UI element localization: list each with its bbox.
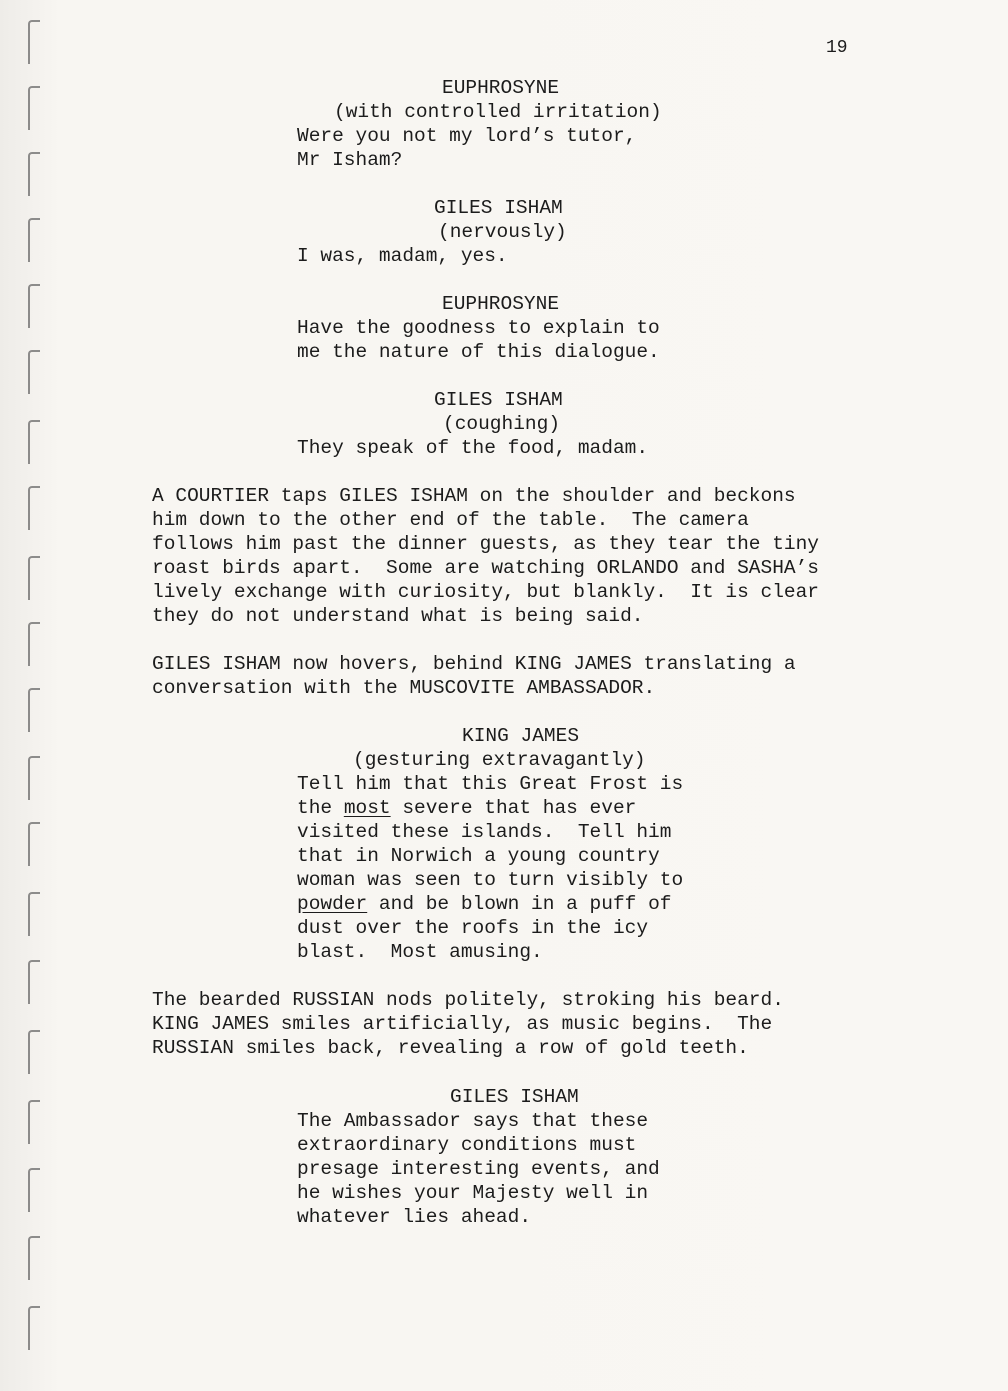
binding-hole xyxy=(28,822,40,866)
binding-hole xyxy=(28,960,40,1004)
binding-hole xyxy=(28,218,40,262)
action-line: conversation with the MUSCOVITE AMBASSADOR. xyxy=(152,677,656,699)
underlined-word: powder xyxy=(297,893,368,915)
dialogue-line: Have the goodness to explain to xyxy=(297,317,660,339)
character-name: KING JAMES xyxy=(462,725,580,747)
action-line: follows him past the dinner guests, as they tear the tiny xyxy=(152,533,820,555)
binding-hole xyxy=(28,556,40,600)
action-line: The bearded RUSSIAN nods politely, stroking his beard. xyxy=(152,989,784,1011)
binding-hole xyxy=(28,1306,40,1350)
dialogue-line: extraordinary conditions must xyxy=(297,1134,637,1156)
dialogue-line: I was, madam, yes. xyxy=(297,245,508,267)
dialogue-line: Mr Isham? xyxy=(297,149,403,171)
binding-hole xyxy=(28,1168,40,1212)
action-line: GILES ISHAM now hovers, behind KING JAMES translating a xyxy=(152,653,796,675)
parenthetical: (coughing) xyxy=(443,413,561,435)
binding-hole xyxy=(28,152,40,196)
dialogue-line: Were you not my lord’s tutor, xyxy=(297,125,637,147)
action-line: KING JAMES smiles artificially, as music begins. The xyxy=(152,1013,773,1035)
parenthetical: (nervously) xyxy=(438,221,567,243)
dialogue-line-with-underline: the most severe that has ever xyxy=(297,797,637,819)
spiral-binding xyxy=(24,20,44,1370)
underlined-word: most xyxy=(343,797,391,819)
binding-hole xyxy=(28,1236,40,1280)
binding-hole xyxy=(28,86,40,130)
binding-hole xyxy=(28,892,40,936)
page-number: 19 xyxy=(826,38,848,58)
dialogue-line: that in Norwich a young country xyxy=(297,845,660,867)
dialogue-line: me the nature of this dialogue. xyxy=(297,341,660,363)
binding-hole xyxy=(28,20,40,64)
dialogue-line: visited these islands. Tell him xyxy=(297,821,672,843)
dialogue-line-with-underline: powder and be blown in a puff of xyxy=(297,893,672,915)
dialogue-line: he wishes your Majesty well in xyxy=(297,1182,649,1204)
character-name: EUPHROSYNE xyxy=(442,77,560,99)
dialogue-line: woman was seen to turn visibly to xyxy=(297,869,684,891)
character-name: GILES ISHAM xyxy=(434,197,563,219)
binding-hole xyxy=(28,284,40,328)
action-line: roast birds apart. Some are watching ORLANDO and SASHA’s xyxy=(152,557,820,579)
dialogue-line: whatever lies ahead. xyxy=(297,1206,532,1228)
dialogue-line: dust over the roofs in the icy xyxy=(297,917,649,939)
binding-hole xyxy=(28,1030,40,1074)
binding-hole xyxy=(28,486,40,530)
action-line: lively exchange with curiosity, but blankly. It is clear xyxy=(152,581,820,603)
action-line: they do not understand what is being said. xyxy=(152,605,644,627)
dialogue-line: They speak of the food, madam. xyxy=(297,437,649,459)
binding-hole xyxy=(28,622,40,666)
character-name: GILES ISHAM xyxy=(450,1086,579,1108)
binding-hole xyxy=(28,1100,40,1144)
dialogue-line: blast. Most amusing. xyxy=(297,941,543,963)
dialogue-line: Tell him that this Great Frost is xyxy=(297,773,684,795)
action-line: RUSSIAN smiles back, revealing a row of gold teeth. xyxy=(152,1037,749,1059)
binding-hole xyxy=(28,420,40,464)
parenthetical: (with controlled irritation) xyxy=(334,101,662,123)
dialogue-line: presage interesting events, and xyxy=(297,1158,660,1180)
action-line: A COURTIER taps GILES ISHAM on the shoulder and beckons xyxy=(152,485,796,507)
parenthetical: (gesturing extravagantly) xyxy=(353,749,646,771)
character-name: GILES ISHAM xyxy=(434,389,563,411)
character-name: EUPHROSYNE xyxy=(442,293,560,315)
binding-hole xyxy=(28,756,40,800)
binding-hole xyxy=(28,350,40,394)
action-line: him down to the other end of the table. The camera xyxy=(152,509,749,531)
dialogue-line: The Ambassador says that these xyxy=(297,1110,649,1132)
binding-hole xyxy=(28,688,40,732)
